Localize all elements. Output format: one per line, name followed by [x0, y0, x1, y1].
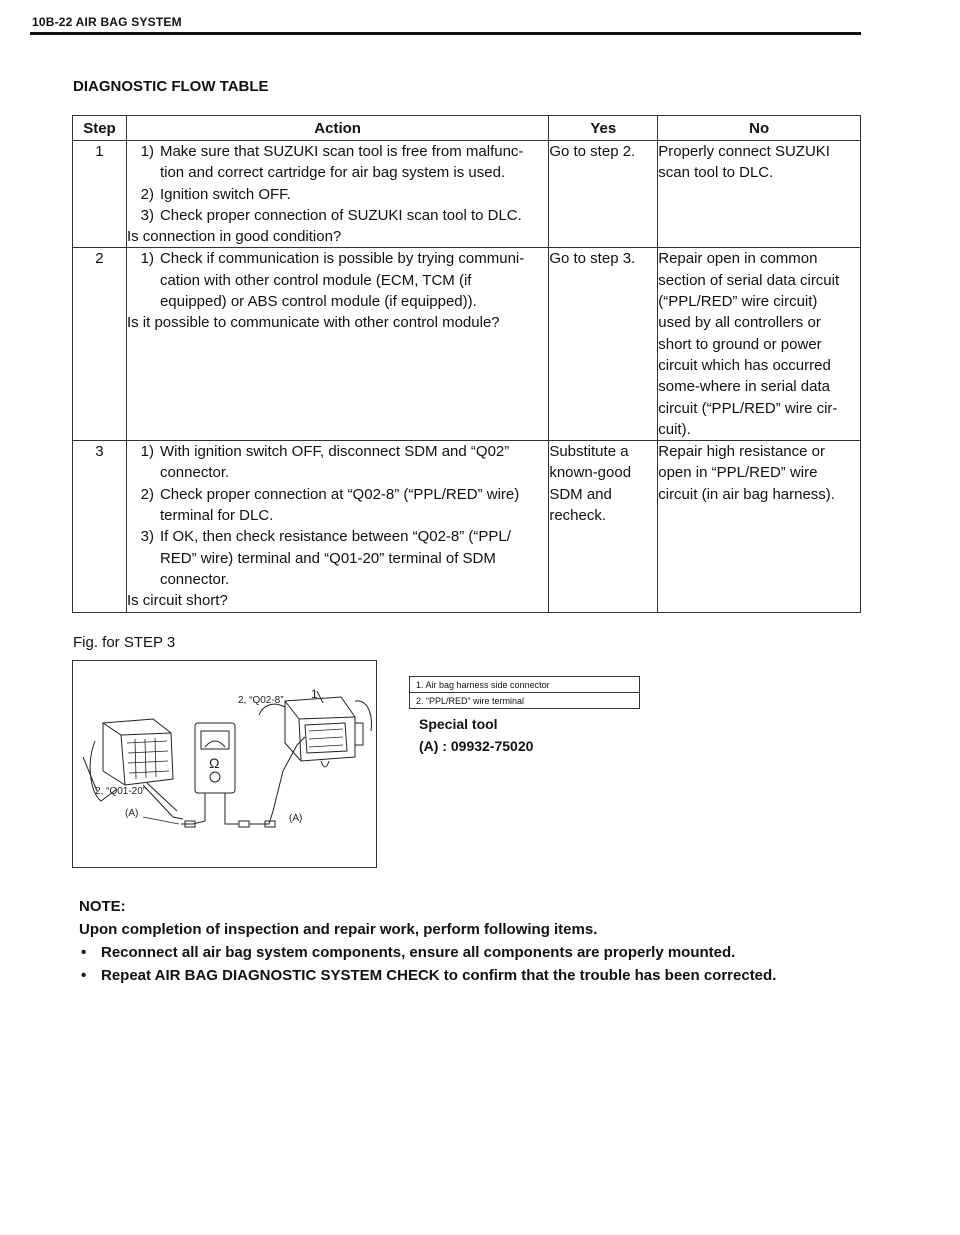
action-item-text [160, 484, 548, 527]
action-line: connector. [159, 570, 230, 588]
figure-caption: Fig. for STEP 3 [73, 634, 176, 651]
label-q02-8: 2, “Q02-8” [238, 695, 284, 706]
special-tool-title: Special tool [419, 716, 498, 732]
action-item [127, 484, 548, 527]
action-cell [126, 141, 548, 248]
note-title: NOTE: [79, 898, 126, 915]
step-cell: 2 [73, 248, 127, 441]
special-tool-value: (A) : 09932-75020 [419, 738, 534, 754]
no-line: Repair high resistance or [658, 443, 825, 461]
no-line: used by all controllers or [658, 314, 821, 332]
action-line: terminal for DLC. [159, 507, 274, 525]
meter-connector-illustration [73, 661, 376, 867]
test-leads [181, 737, 305, 827]
action-line: cation with other control module (ECM, TCM (if [159, 271, 472, 289]
action-line: connector. [159, 464, 230, 482]
action-item-number: 1) [140, 443, 154, 461]
yes-line: known-good [549, 464, 632, 482]
no-line: section of serial data circuit [658, 271, 840, 289]
note-item-text: Reconnect all air bag system components, ensure all components are properly mounted. [101, 944, 736, 961]
step3-figure [72, 660, 377, 868]
no-line: scan tool to DLC. [658, 164, 774, 182]
no-line: some-where in serial data [658, 378, 830, 396]
action-line: tion and correct cartridge for air bag system is used. [159, 164, 506, 182]
legend-item: 2. “PPL/RED” wire terminal [410, 693, 640, 709]
table-row [73, 141, 861, 248]
page-header: 10B-22 AIR BAG SYSTEM [32, 15, 182, 29]
no-cell [658, 248, 861, 441]
yes-line: Go to step 2. [549, 143, 636, 160]
figure-legend [409, 676, 640, 709]
action-item [127, 526, 548, 590]
legend-item: 1. Air bag harness side connector [410, 677, 640, 693]
action-item-number: 1) [140, 250, 154, 268]
no-line: open in “PPL/RED” wire [658, 464, 818, 482]
action-line: Check proper connection of SUZUKI scan tool to DLC. [159, 206, 522, 224]
yes-line: recheck. [549, 507, 607, 525]
action-item [127, 184, 548, 205]
action-item [127, 205, 548, 226]
action-item-number: 1) [140, 143, 154, 160]
no-cell [658, 141, 861, 248]
action-item-text [160, 184, 548, 205]
action-item-number: 2) [140, 185, 154, 203]
action-line: Ignition switch OFF. [159, 185, 291, 203]
step-cell: 3 [73, 441, 127, 612]
bullet: • [81, 967, 87, 984]
section-title: DIAGNOSTIC FLOW TABLE [73, 78, 269, 95]
action-cell [126, 441, 548, 612]
label-callout-1: 1 [311, 687, 318, 701]
label-a-right: (A) [289, 813, 303, 824]
action-item-text [160, 141, 548, 184]
action-question: Is connection in good condition? [126, 228, 342, 246]
note-intro: Upon completion of inspection and repair work, perform following items. [79, 921, 598, 938]
no-line: Properly connect SUZUKI [658, 143, 830, 160]
no-line: circuit which has occurred [658, 356, 831, 374]
action-item-text [160, 526, 548, 590]
column-header-action: Action [126, 116, 548, 141]
action-cell [126, 248, 548, 441]
yes-cell [549, 141, 658, 248]
note-item [79, 941, 859, 964]
header-rule [30, 32, 861, 35]
action-line: Make sure that SUZUKI scan tool is free from malfunc- [159, 143, 524, 160]
step-cell: 1 [73, 141, 127, 248]
label-a-left: (A) [125, 808, 139, 819]
no-line: circuit (“PPL/RED” wire cir- [658, 399, 838, 417]
table-row [73, 441, 861, 612]
action-line: With ignition switch OFF, disconnect SDM and “Q02” [159, 443, 510, 461]
action-question: Is it possible to communicate with other control module? [126, 314, 500, 332]
action-line: Check proper connection at “Q02-8” (“PPL/RED” wire) [159, 485, 520, 503]
action-item [127, 141, 548, 184]
yes-cell [549, 248, 658, 441]
note-block [79, 895, 859, 987]
sdm-connector-icon [83, 719, 183, 819]
label-q01-20: 2, “Q01-20” [95, 786, 147, 797]
no-line: circuit (in air bag harness). [658, 485, 835, 503]
no-line: short to ground or power [658, 335, 822, 353]
action-line: equipped) or ABS control module (if equipped)). [159, 293, 477, 311]
no-line: (“PPL/RED” wire circuit) [658, 293, 818, 311]
action-item-text [160, 248, 548, 312]
note-item-text: Repeat AIR BAG DIAGNOSTIC SYSTEM CHECK to confirm that the trouble has been corrected. [101, 967, 777, 984]
action-item-number: 3) [140, 206, 154, 224]
yes-line: SDM and [549, 485, 612, 503]
action-question: Is circuit short? [126, 592, 228, 610]
bullet: • [81, 944, 87, 961]
action-line: If OK, then check resistance between “Q02-8” (“PPL/ [159, 528, 511, 546]
note-item [79, 964, 859, 987]
table-header-row [73, 116, 861, 141]
action-item [127, 248, 548, 312]
diagnostic-flow-table [72, 115, 861, 613]
action-item-text [160, 205, 548, 226]
column-header-step: Step [73, 116, 127, 141]
action-item [127, 441, 548, 484]
action-line: RED” wire) terminal and “Q01-20” terminal of SDM [159, 549, 496, 567]
table-body [73, 141, 861, 613]
yes-line: Substitute a [549, 443, 629, 461]
action-line: Check if communication is possible by trying communi- [159, 250, 525, 268]
action-item-text [160, 441, 548, 484]
ohm-symbol: Ω [209, 755, 220, 771]
table-row [73, 248, 861, 441]
action-item-number: 3) [140, 528, 154, 546]
no-line: Repair open in common [658, 250, 818, 268]
no-line: cuit). [658, 420, 691, 438]
yes-cell [549, 441, 658, 612]
column-header-yes: Yes [549, 116, 658, 141]
no-cell [658, 441, 861, 612]
action-item-number: 2) [140, 485, 154, 503]
column-header-no: No [658, 116, 861, 141]
yes-line: Go to step 3. [549, 250, 636, 268]
